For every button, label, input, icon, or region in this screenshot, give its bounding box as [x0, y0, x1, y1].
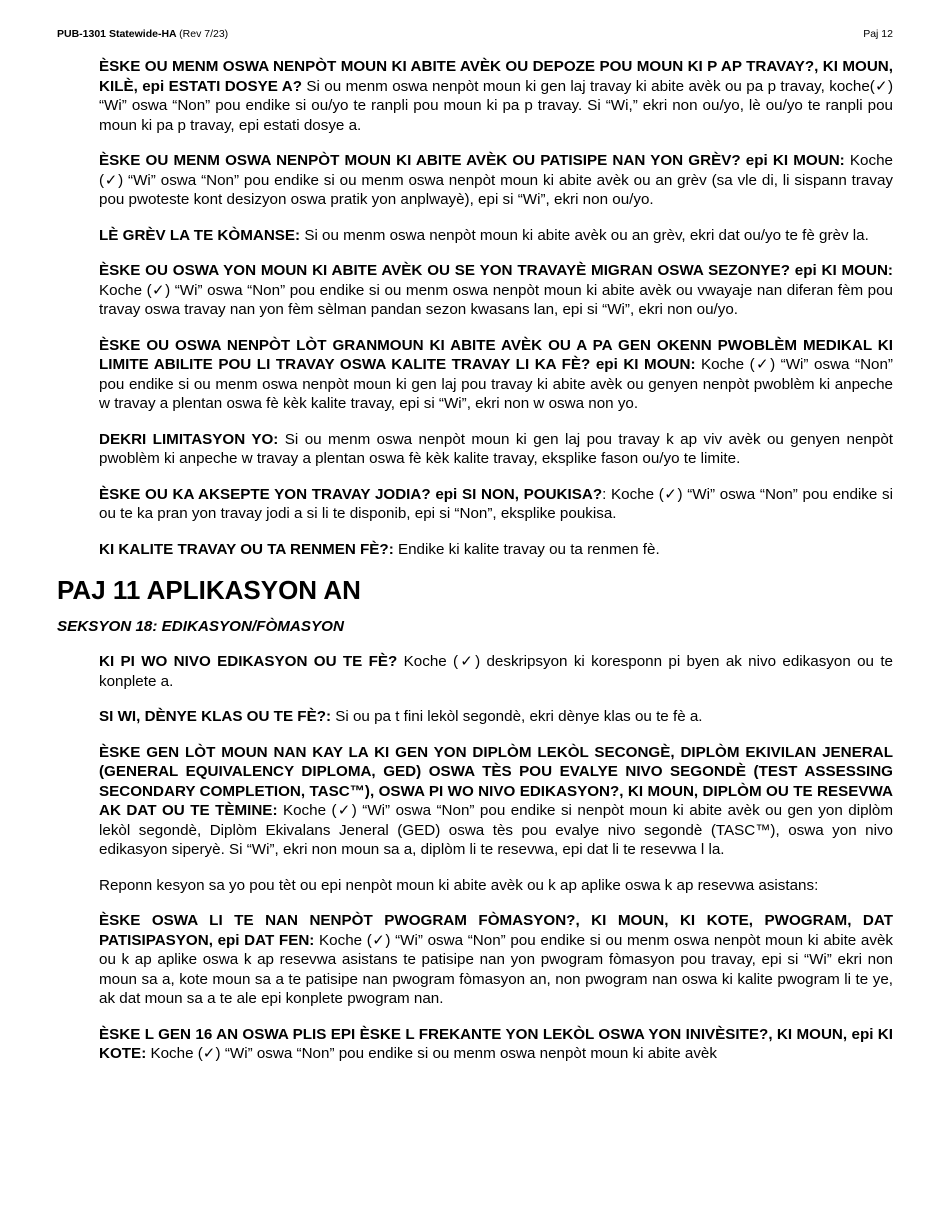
- question-label: KI KALITE TRAVAY OU TA RENMEN FÈ?:: [99, 540, 394, 558]
- question-explanation: Koche (✓) “Wi” oswa “Non” pou endike si ou menm oswa nenpòt moun ki abite avèk ou an grèv (sa vle di, li sispann travay pou pwoteste kont desizyon oswa pratik yon anplwayè), epi si “Wi”, ekri non ou/yo.: [99, 152, 893, 208]
- revision-date: (Rev 7/23): [179, 28, 229, 40]
- question-explanation: Si ou pa t fini lekòl segondè, ekri dènye klas ou te fè a.: [331, 708, 703, 725]
- instruction-item: [99, 261, 893, 320]
- question-explanation: Si ou menm oswa nenpòt moun ki gen laj pou travay k ap viv avèk ou genyen nenpòt pwoblèm ki anpeche w travay a plentan oswa fè kèk kalite travay, eksplike fason ou/yo te limite.: [99, 430, 893, 467]
- section-title: PAJ 11 APLIKASYON AN: [57, 575, 361, 605]
- instruction-item: [99, 540, 893, 560]
- question-label: ÈSKE OSWA LI TE NAN NENPÒT PWOGRAM FÒMASYON?, KI MOUN, KI KOTE, PWOGRAM, DAT PATISIPASYON, epi DAT FEN:: [99, 912, 893, 949]
- question-explanation: Si ou menm oswa nenpòt moun ki gen laj travay ki abite avèk ou pa p travay, koche(✓) “Wi” oswa “Non” pou endike si ou/yo te ranpli pou moun ki pa p travay. Si “Wi,” ekri non ou/yo, lè ou/yo te ranpli pou moun ki pa p travay, epi estati dosye a.: [99, 77, 894, 134]
- instruction-item: [99, 911, 893, 1009]
- page-header: [57, 28, 893, 42]
- question-explanation: Koche (✓) deskripsyon ki koresponn pi byen ak nivo edikasyon ou te konplete a.: [99, 653, 893, 690]
- question-label: SI WI, DÈNYE KLAS OU TE FÈ?:: [99, 708, 332, 725]
- instruction-item: [99, 430, 893, 469]
- instruction-item: [99, 485, 893, 524]
- question-label: LÈ GRÈV LA TE KÒMANSE:: [99, 226, 301, 244]
- question-label: ÈSKE L GEN 16 AN OSWA PLIS EPI ÈSKE L FREKANTE YON LEKÒL OSWA YON INIVÈSITE?, KI MOUN, epi KI KOTE:: [99, 1025, 893, 1062]
- instruction-item: [99, 226, 893, 246]
- question-label: ÈSKE OU MENM OSWA NENPÒT MOUN KI ABITE AVÈK OU PATISIPE NAN YON GRÈV? epi KI MOUN:: [99, 152, 845, 169]
- page-number: Paj 12: [863, 28, 893, 40]
- document-body: [57, 57, 893, 1080]
- question-label: ÈSKE OU OSWA YON MOUN KI ABITE AVÈK OU SE YON TRAVAYÈ MIGRAN OSWA SEZONYE? epi KI MOUN:: [99, 262, 893, 279]
- question-label: ÈSKE OU OSWA NENPÒT LÒT GRANMOUN KI ABITE AVÈK OU A PA GEN OKENN PWOBLÈM MEDIKAL KI LIMITE ABILITE POU LI TRAVAY OSWA KALITE TRAVAY LI KA FÈ? epi KI MOUN:: [99, 336, 893, 373]
- instructions-list-top: [99, 57, 893, 559]
- instruction-item: [99, 336, 893, 414]
- question-explanation: Si ou menm oswa nenpòt moun ki abite avèk ou an grèv, ekri dat ou/yo te fè grèv la.: [300, 226, 869, 244]
- question-label: DEKRI LIMITASYON YO:: [99, 430, 279, 448]
- question-explanation: Endike ki kalite travay ou ta renmen fè.: [393, 540, 660, 558]
- question-label: ÈSKE GEN LÒT MOUN NAN KAY LA KI GEN YON DIPLÒM LEKÒL SECONGÈ, DIPLÒM EKIVILAN JENERAL (GENERAL EQUIVALENCY DIPLOMA, GED) OSWA TÈS POU EVALYE NIVO SEGONDÈ (TEST ASSESSING SECONDARY COMPLETION, TASC™), OSWA PI WO NIVO EDIKASYON?, KI MOUN, DIPLÒM OU TE RESEVWA AK DAT OU TE TÈMINE:: [99, 743, 893, 819]
- instruction-item: [99, 707, 893, 727]
- question-explanation: Koche (✓) “Wi” oswa “Non” pou endike si ou menm oswa nenpòt moun ki abite avèk ou vwayaje nan diferan fèm pou travay oswa travay nan yon fèm sèlman pandan sezon kwasans lan, epi si “Wi”, ekri non ou/yo.: [99, 281, 893, 318]
- question-label: KI PI WO NIVO EDIKASYON OU TE FÈ?: [99, 653, 398, 670]
- instructions-list-bottom: [99, 652, 893, 1064]
- publication-code: PUB-1301 Statewide-HA (Rev 7/23): [57, 28, 229, 40]
- note-text: Reponn kesyon sa yo pou tèt ou epi nenpòt moun ki abite avèk ou k ap aplike oswa k ap resevwa asistans:: [99, 876, 819, 894]
- instruction-item: [99, 1025, 893, 1064]
- instruction-note: [99, 876, 893, 896]
- question-explanation: : Koche (✓) “Wi” oswa “Non” pou endike si ou te ka pran yon travay jodi a si li te disponib, epi si “Non”, eksplike poukisa.: [99, 485, 893, 522]
- question-explanation: Koche (✓) “Wi” oswa “Non” pou endike si ou menm oswa nenpòt moun ki abite avèk: [146, 1045, 717, 1062]
- instruction-item: [99, 743, 893, 860]
- instruction-item: [99, 151, 893, 210]
- question-explanation: Koche (✓) “Wi” oswa “Non” pou endike si ou menm oswa nenpòt moun ki abite avèk ou k ap aplike oswa k ap resevwa asistans te patisipe nan yon pwogram fòmasyon pou travay, epi si “Wi” ekri non moun sa a, kote moun sa a te patisipe nan pwogram fòmasyon an, non pwogram nan oswa ki kalite pwogram li te ye, ak dat moun sa a te ale epi konplete pwogram nan.: [99, 931, 893, 1007]
- question-label: ÈSKE OU MENM OSWA NENPÒT MOUN KI ABITE AVÈK OU DEPOZE POU MOUN KI P AP TRAVAY?, KI MOUN, KILÈ, epi ESTATI DOSYE A?: [99, 58, 893, 95]
- instruction-item: [99, 57, 893, 135]
- question-label: ÈSKE OU KA AKSEPTE YON TRAVAY JODIA? epi SI NON, POUKISA?: [99, 485, 603, 503]
- instruction-item: [99, 652, 893, 691]
- question-explanation: Koche (✓) “Wi” oswa “Non” pou endike si ou menm oswa nenpòt moun ki gen laj pou travay ki abite avèk ou genyen nenpòt pwoblèm ki anpeche w travay a plentan oswa fè kèk kalite travay, epi si “Wi”, ekri non w oswa non yo.: [99, 356, 893, 412]
- subsection-title: SEKSYON 18: EDIKASYON/FÒMASYON: [57, 618, 344, 635]
- question-explanation: Koche (✓) “Wi” oswa “Non” pou endike si nenpòt moun ki abite avèk ou gen yon diplòm lekòl segondè, Diplòm Ekivalans Jeneral (GED) oswa tès pou evalye nivo segondè (TASC™), oswa yon nivo edikasyon siperyè. Si “Wi”, ekri non moun sa a, diplòm li te resevwa, epi dat li te resevwa l la.: [99, 802, 893, 858]
